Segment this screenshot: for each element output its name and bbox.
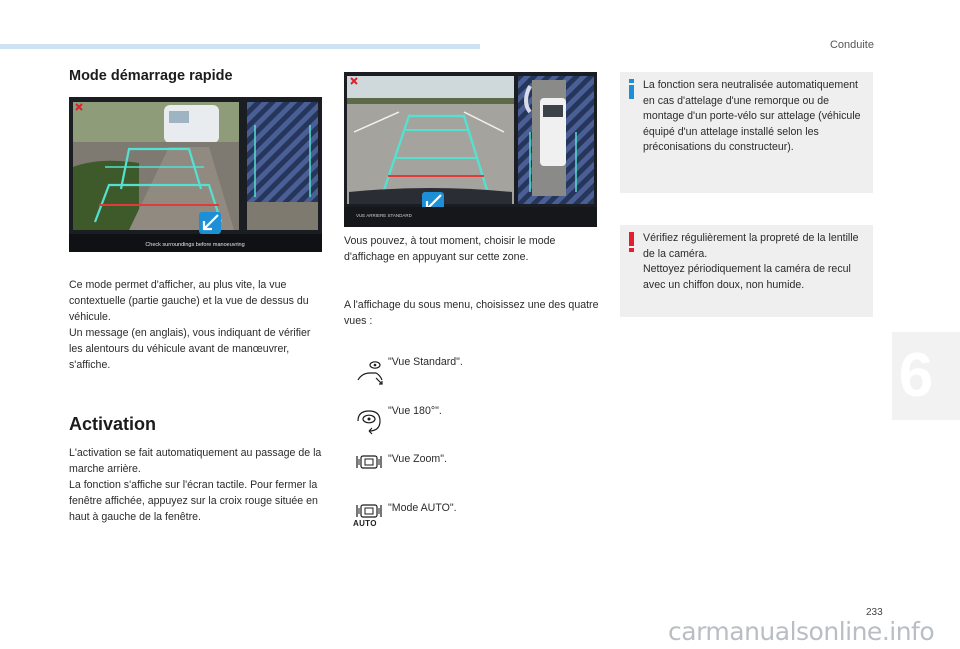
view-option-180-label: "Vue 180°". (388, 405, 442, 417)
camera-message-text: Check surroundings before manoeuvring (145, 242, 245, 248)
quick-start-description (69, 277, 319, 373)
page-number: 233 (866, 607, 883, 618)
warning-icon (626, 230, 638, 254)
header-accent-bar (0, 44, 480, 49)
rear-camera-standard-figure (344, 72, 597, 227)
warning-note-box (620, 225, 873, 317)
view-option-standard-label: "Vue Standard". (388, 356, 463, 368)
quick-start-camera-image (69, 97, 322, 252)
activation-heading: Activation (69, 414, 157, 434)
view-option-zoom (344, 451, 604, 487)
info-note-text: La fonction sera neutralisée automatiquement en cas d'attelage d'une remorque ou de montage d'un porte-vélo sur attelage (véhicule équipé d'un attelage installé selon les préconisations du constructeur). (643, 79, 861, 153)
warning-note-text: Vérifiez régulièrement la propreté de la lentille de la caméra. Nettoyez périodiquement la caméra de recul avec un chiffon doux, non humide. (643, 232, 859, 291)
display-mode-description: Vous pouvez, à tout moment, choisir le mode d'affichage en appuyant sur cette zone. (344, 235, 556, 263)
quick-start-camera-figure (69, 97, 322, 252)
zoom-view-icon (352, 451, 386, 485)
view-option-180 (344, 403, 604, 439)
view-option-zoom-label: "Vue Zoom". (388, 453, 447, 465)
submenu-description: A l'affichage du sous menu, choisissez une des quatre vues : (344, 299, 599, 327)
section-label: Conduite (829, 39, 874, 51)
chapter-tab (892, 332, 960, 420)
info-icon (626, 77, 638, 101)
rear-camera-standard-image (344, 72, 597, 227)
view-option-auto (344, 500, 604, 536)
activation-description (69, 445, 329, 525)
auto-mode-icon (352, 500, 386, 534)
view-option-auto-label: "Mode AUTO". (388, 502, 457, 514)
watermark: carmanualsonline.info (668, 617, 935, 646)
180-view-icon (352, 403, 386, 437)
view-option-standard (344, 354, 604, 390)
info-note-box (620, 72, 873, 193)
view-mode-label: VUE ARRIERE STANDARD (356, 213, 412, 218)
standard-view-icon (352, 354, 386, 388)
chapter-number: 6 (898, 341, 934, 410)
quick-start-heading: Mode démarrage rapide (69, 68, 233, 84)
activation-text: L'activation se fait automatiquement au passage de la marche arrière. La fonction s'affiche sur l'écran tactile. Pour fermer la fenêtre affichée, appuyez sur la croix rouge située en haut à gauche de la fenêtre. (69, 447, 322, 523)
quick-start-text: Ce mode permet d'afficher, au plus vite, la vue contextuelle (partie gauche) et la vue de dessus du véhicule. Un message (en anglais), vous indiquant de vérifier les alentours du véhicule avant de manœuvrer, s'affiche. (69, 279, 311, 371)
auto-mode-badge: AUTO (353, 519, 377, 528)
